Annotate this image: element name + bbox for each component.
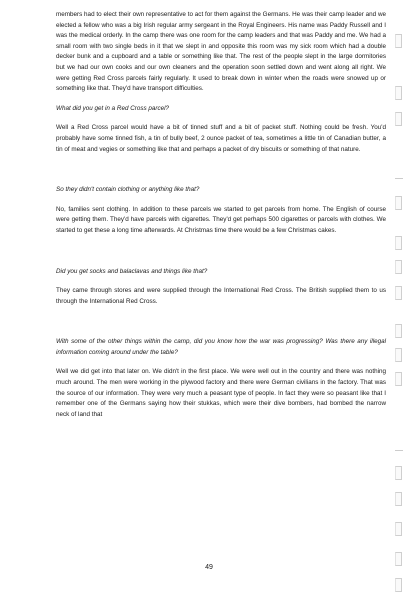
answer-war-progress: Well we did get into that later on. We didn't in the first place. We were well out in the country and there was nothing much around. The men were working in the plywood factory and there were German civilians in the factory. That was the source of our information. They were very much a peasant type of people. In fact they were so peasant like that I remember one of the Germans saying how their stukkas, which were their dive bombers, had bombed the narrow neck of land that	[56, 368, 386, 418]
binding-margin-marks	[395, 30, 409, 599]
margin-tab	[395, 522, 402, 536]
margin-tab	[395, 34, 402, 48]
margin-tab	[395, 492, 402, 506]
margin-tab	[395, 578, 402, 592]
question-war-progress: With some of the other things within the camp, did you know how the war was progressing? Was there any illegal information coming around under the table?	[56, 338, 386, 356]
answer-red-cross-parcel: Well a Red Cross parcel would have a bit of tinned stuff and a bit of packet stuff. Nothing could be fresh. You'd probably have some tinned fish, a tin of bully beef, 2 ounce packet of tea, sometimes a little tin of Canadian butter, a tin of meat and vegies or something like that and perhaps a packet of dry biscuits or something of that nature.	[56, 124, 386, 153]
margin-tab	[395, 260, 402, 274]
answer-clothing: No, families sent clothing. In addition to these parcels we started to get parcels from home. The English of course were getting them. They'd have parcels with cigarettes. They'd get perhaps 500 cigarettes or parcels with clothes. We started to get these a long time afterwards. At Christmas time there would be a few Christmas cakes.	[56, 205, 386, 234]
margin-tab	[395, 196, 402, 210]
margin-tick	[395, 450, 403, 451]
margin-tick	[395, 178, 403, 179]
question-socks-balaclavas: Did you get socks and balaclavas and things like that?	[56, 267, 208, 275]
page-number: 49	[205, 564, 213, 571]
answer-socks-balaclavas: They came through stores and were supplied through the International Red Cross. The British supplied them to us through the International Red Cross.	[56, 287, 386, 305]
margin-tab	[395, 348, 402, 362]
question-clothing: So they didn't contain clothing or anything like that?	[56, 186, 200, 194]
margin-tab	[395, 112, 402, 126]
transcript-body	[56, 10, 386, 420]
margin-tab	[395, 466, 402, 480]
margin-tab	[395, 324, 402, 338]
margin-tab	[395, 372, 402, 386]
margin-tab	[395, 552, 402, 566]
margin-tab	[395, 286, 402, 300]
margin-tab	[395, 236, 402, 250]
answer-paragraph-1: members had to elect their own representative to act for them against the Germans. He was their camp leader and we elected a fellow who was a big Irish regular army sergeant in the Royal Engineers. His name was Paddy Russell and I was the medical orderly. In the camp there was one room for the camp leaders and that was Paddy and me. We had a small room with two single beds in it that we slept in and opposite this room was my sick room which had a double decker bunk and a cupboard and a table or something like that. The rest of the people slept in the large dormitories but we had our own cooks and our own cleaners and the operation soon settled down and went along all right. We were getting Red Cross parcels fairly regularly. It used to break down in winter when the roads were snowed up or something like that. They'd have transport difficulties.	[56, 11, 386, 93]
margin-tab	[395, 86, 402, 100]
question-red-cross-parcel: What did you get in a Red Cross parcel?	[56, 104, 170, 112]
